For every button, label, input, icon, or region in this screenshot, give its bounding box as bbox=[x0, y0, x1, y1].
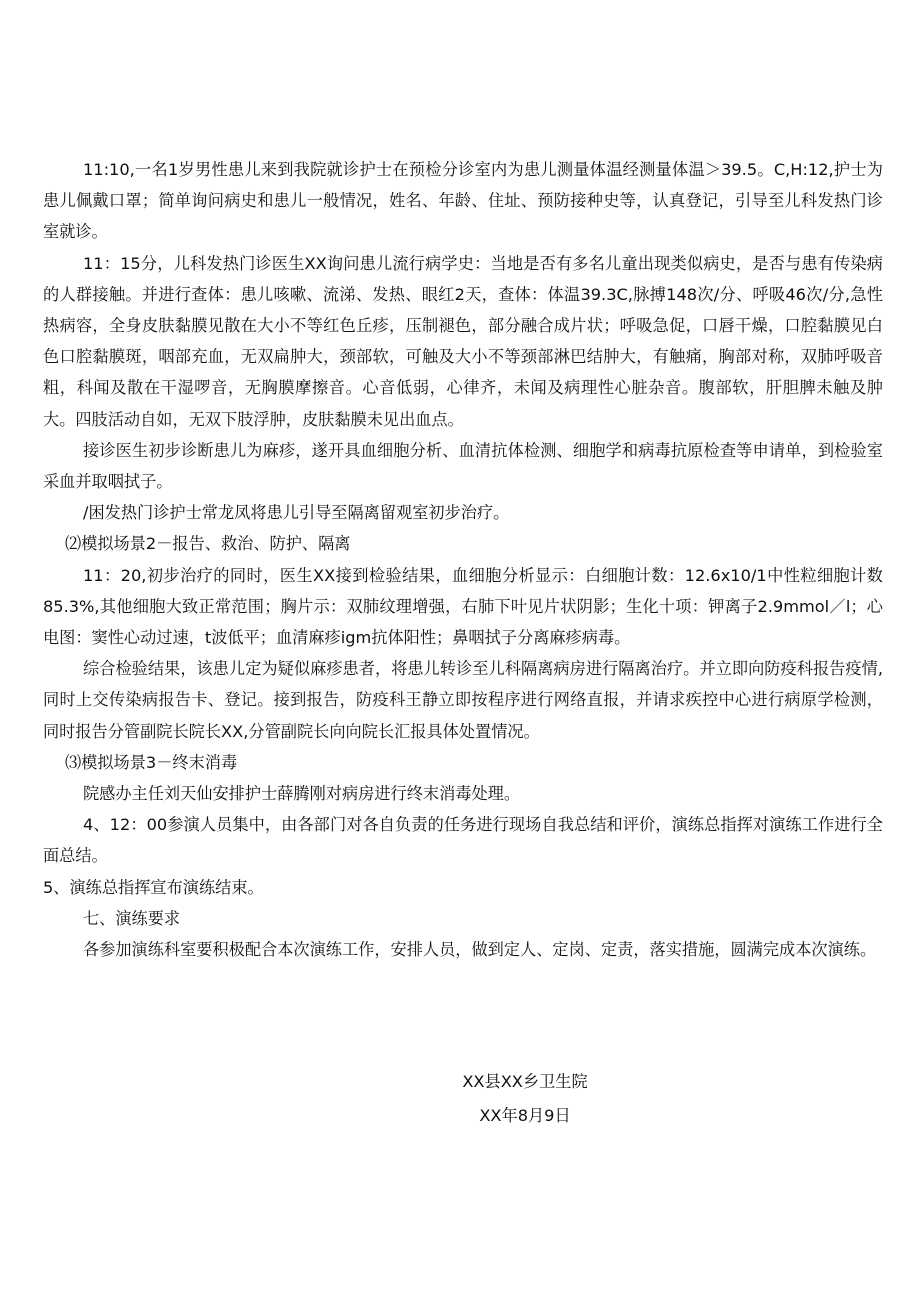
signature-organization: XX县XX乡卫生院 bbox=[462, 1072, 588, 1091]
paragraph-requirements: 各参加演练科室要积极配合本次演练工作，安排人员，做到定人、定岗、定责，落实措施，圆满完成本次演练。 bbox=[83, 940, 877, 960]
paragraph-end-announcement: 5、演练总指挥宣布演练结束。 bbox=[43, 877, 264, 897]
paragraph-examination: 11：15分，儿科发热门诊医生XX询问患儿流行病学史：当地是否有多名儿童出现类似病史，是否与患有传染病的人群接触。并进行查体：患儿咳嗽、流涕、发热、眼红2天，查体：体温39.3C,脉搏148次/分、呼吸46次/分,急性热病容，全身皮肤黏膜见散在大小不等红色丘疹，压制褪色，部分融合成片状；呼吸急促，口唇干燥，口腔黏膜见白色口腔黏膜斑，咽部充血，无双扁肿大，颈部软，可触及大小不等颈部淋巴结肿大，有触痛，胸部对称，双肺呼吸音粗，科闻及散在干湿啰音，无胸膜摩擦音。心音低弱，心律齐，未闻及病理性心脏杂音。腹部软，肝胆脾未触及肿大。四肢活动自如，无双下肢浮肿，皮肤黏膜未见出血点。 bbox=[43, 253, 883, 429]
paragraph-isolation-observation: ∕困发热门诊护士常龙凤将患儿引导至隔离留观室初步治疗。 bbox=[83, 503, 510, 523]
heading-scenario-3: ⑶模拟场景3－终末消毒 bbox=[65, 752, 238, 772]
paragraph-summary: 4、12：00参演人员集中，由各部门对各自负责的任务进行现场自我总结和评价，演练总指挥对演练工作进行全面总结。 bbox=[43, 815, 883, 866]
signature-date: XX年8月9日 bbox=[479, 1106, 571, 1125]
paragraph-disinfection: 院感办主任刘天仙安排护士薛腾刚对病房进行终末消毒处理。 bbox=[83, 784, 521, 804]
paragraph-reporting: 综合检验结果，该患儿定为疑似麻疹患者，将患儿转诊至儿科隔离病房进行隔离治疗。并立即向防疫科报告疫情,同时上交传染病报告卡、登记。接到报告，防疫科王静立即按程序进行网络直报，并请求疾控中心进行病原学检测，同时报告分管副院长院长XX,分管副院长向向院长汇报具体处置情况。 bbox=[43, 659, 883, 741]
paragraph-triage: 11:10,一名1岁男性患儿来到我院就诊护士在预检分诊室内为患儿测量体温经测量体温＞39.5。C,H:12,护士为患儿佩戴口罩；简单询问病史和患儿一般情况，姓名、年龄、住址、预防接种史等，认真登记，引导至儿科发热门诊室就诊。 bbox=[43, 160, 883, 242]
heading-drill-requirements: 七、演练要求 bbox=[83, 908, 181, 928]
heading-scenario-2: ⑵模拟场景2－报告、救治、防护、隔离 bbox=[65, 534, 351, 554]
paragraph-test-results: 11：20,初步治疗的同时，医生XX接到检验结果，血细胞分析显示：白细胞计数：12.6x10/1中性粒细胞计数85.3%,其他细胞大致正常范围；胸片示：双肺纹理增强，右肺下叶见片状阴影；生化十项：钾离子2.9mmol／l；心电图：窦性心动过速，t波低平；血清麻疹igm抗体阳性；鼻咽拭子分离麻疹病毒。 bbox=[43, 565, 883, 648]
document-body bbox=[43, 154, 883, 965]
paragraph-initial-diagnosis: 接诊医生初步诊断患儿为麻疹，遂开具血细胞分析、血清抗体检测、细胞学和病毒抗原检查等申请单，到检验室采血并取咽拭子。 bbox=[43, 440, 883, 492]
